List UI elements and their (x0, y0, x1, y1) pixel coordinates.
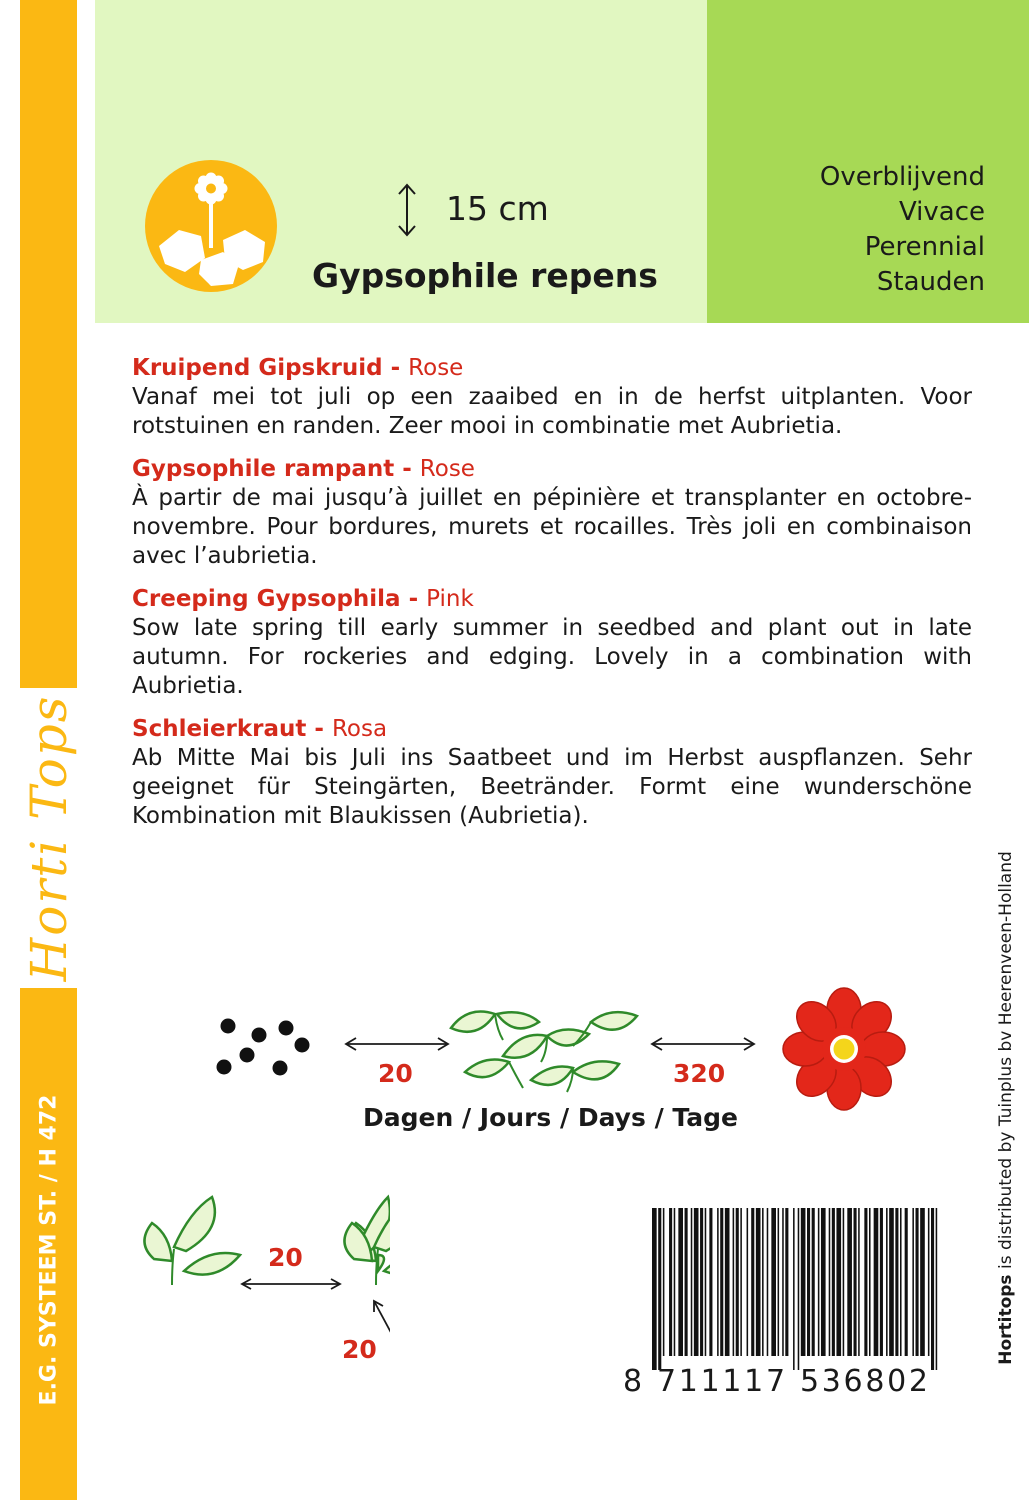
barcode-bar (912, 1208, 914, 1356)
barcode-bar (886, 1208, 888, 1356)
double-arrow-icon (342, 1036, 452, 1052)
barcode-bar (785, 1208, 788, 1356)
barcode-bar (920, 1208, 925, 1356)
barcode-bar (895, 1208, 898, 1356)
barcode-bar (691, 1208, 693, 1356)
product-code: E.G. SYSTEEM ST. / H 472 (36, 1094, 61, 1406)
section-text: Sow late spring till early summer in seedbed and plant out in late autumn. For rockeries and edging. Lovely in a combination with Aubrietia. (132, 615, 972, 699)
barcode-bar (709, 1208, 712, 1356)
barcode (650, 1208, 942, 1370)
barcode-bar (847, 1208, 852, 1356)
section-title: Kruipend Gipskruid - Rose (132, 355, 464, 381)
section-text: À partir de mai jusqu’à juillet en pépinière et transplanter en octobre-novembre. Pour bordures, murets et rocailles. Très joli en combinaison avec l’aubrietia. (132, 485, 972, 569)
barcode-bar (880, 1208, 883, 1356)
barcode-bar (717, 1208, 719, 1356)
section-text: Ab Mitte Mai bis Juli ins Saatbeet und im Herbst auspflanzen. Sehr geeignet für Steingärten, Beetränder. Formt eine wunderschöne Kombination mit Blaukissen (Aubrietia). (132, 745, 972, 829)
barcode-bar (740, 1208, 742, 1356)
distributor-area (990, 820, 1022, 1395)
barcode-bar (782, 1208, 784, 1356)
days-label: Dagen / Jours / Days / Tage (363, 1103, 738, 1132)
barcode-bar (818, 1208, 820, 1356)
barcode-bar (663, 1208, 665, 1356)
barcode-bar (762, 1208, 764, 1356)
barcode-bar (807, 1208, 810, 1356)
barcode-bar (832, 1208, 835, 1356)
barcode-bar (736, 1208, 739, 1356)
barcode-bar (812, 1208, 815, 1356)
barcode-bar (836, 1208, 841, 1356)
brand-logo-area (20, 688, 77, 988)
barcode-bar (694, 1208, 699, 1356)
life-cycle-list (707, 160, 985, 300)
barcode-bar (778, 1208, 780, 1356)
section-nl (132, 354, 972, 441)
germination-days: 20 (378, 1059, 413, 1088)
row-spacing: 20 (342, 1335, 377, 1364)
barcode-bar (905, 1208, 908, 1356)
barcode-bar (720, 1208, 723, 1356)
barcode-bar (725, 1208, 730, 1356)
barcode-bar (936, 1208, 938, 1370)
height-arrow-icon (396, 182, 418, 238)
barcode-bar (801, 1208, 806, 1356)
section-title: Schleierkraut - Rosa (132, 716, 388, 742)
rock-plant-icon (145, 160, 277, 292)
barcode-bar (685, 1208, 688, 1356)
section-en (132, 585, 972, 701)
barcode-bar (678, 1208, 683, 1356)
section-title: Gypsophile rampant - Rose (132, 456, 475, 482)
section-title: Creeping Gypsophila - Pink (132, 586, 474, 612)
barcode-bar (874, 1208, 879, 1356)
life-cycle-en: Perennial (864, 232, 985, 262)
life-cycle-nl: Overblijvend (819, 162, 985, 192)
flower-icon (778, 986, 910, 1112)
barcode-bar (843, 1208, 845, 1356)
flowering-days: 320 (673, 1059, 726, 1088)
barcode-bar (889, 1208, 894, 1356)
plant-spacing: 20 (268, 1243, 303, 1272)
barcode-bar (756, 1208, 761, 1356)
barcode-bar (928, 1208, 930, 1356)
barcode-bar (700, 1208, 703, 1356)
description-block (132, 354, 972, 845)
life-cycle-de: Stauden (876, 267, 985, 297)
barcode-bar (751, 1208, 754, 1356)
barcode-bar (829, 1208, 831, 1356)
barcode-bar (767, 1208, 769, 1356)
barcode-bar (854, 1208, 857, 1356)
section-fr (132, 455, 972, 571)
barcode-bar (658, 1208, 661, 1370)
barcode-bar (771, 1208, 776, 1356)
barcode-bar (669, 1208, 672, 1356)
barcode-bar (674, 1208, 676, 1356)
plant-height: 15 cm (446, 189, 549, 228)
barcode-bar (733, 1208, 735, 1356)
double-arrow-icon (648, 1036, 758, 1052)
brand-logo-text: Horti Tops (19, 694, 78, 982)
distributor-text: Hortitops is distributed by Tuinplus bv Heerenveen-Holland (996, 850, 1016, 1365)
barcode-bar (864, 1208, 867, 1356)
barcode-bar (900, 1208, 902, 1356)
barcode-bar (793, 1208, 795, 1370)
barcode-bar (869, 1208, 871, 1356)
barcode-bar (798, 1208, 800, 1370)
species-name: Gypsophile repens (312, 256, 658, 295)
life-cycle-fr: Vivace (898, 197, 985, 227)
barcode-bar (747, 1208, 749, 1356)
barcode-bar (916, 1208, 919, 1356)
section-de (132, 715, 972, 831)
barcode-bar (858, 1208, 860, 1356)
seeds-icon (212, 1015, 312, 1077)
barcode-bar (652, 1208, 657, 1370)
barcode-bar (821, 1208, 826, 1356)
plant-spacing-diagram (130, 1185, 390, 1400)
product-code-area (20, 1000, 77, 1500)
seedlings-icon (443, 1000, 643, 1100)
barcode-digits: 8 711117 536802 (623, 1364, 931, 1399)
section-text: Vanaf mei tot juli op een zaaibed en in de herfst uitplanten. Voor rotstuinen en randen. Zeer mooi in combinatie met Aubrietia. (132, 384, 972, 439)
barcode-bar (705, 1208, 707, 1356)
barcode-bar (931, 1208, 934, 1370)
